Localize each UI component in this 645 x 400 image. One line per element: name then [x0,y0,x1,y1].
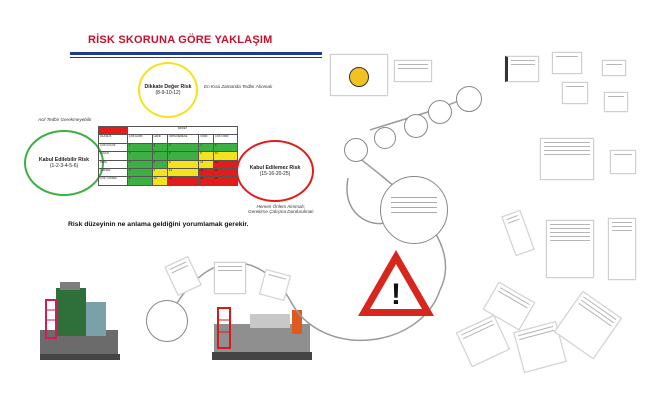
matrix-score-cell: 12 [168,168,199,176]
path-step-circle[interactable] [456,86,482,112]
matrix-score-cell: 25 [213,177,237,185]
matrix-score-cell: 2 [128,152,153,160]
doc-thumbnail[interactable] [505,56,539,82]
badge-icon [349,67,369,87]
yellow-oval-label: Dikkate Değer Risk [144,83,192,90]
matrix-score-cell: 2 [152,143,167,151]
matrix-column-header: ÇOK CİDDİ [213,135,237,143]
matrix-column-header: ÇOK HAFİF [128,135,153,143]
red-oval-range: (15-16-20-25) [259,171,291,178]
matrix-score-cell: 3 [128,160,153,168]
matrix-score-cell: 8 [199,152,214,160]
path-step-circle[interactable] [404,114,428,138]
matrix-column-header: CİDDİ [199,135,214,143]
matrix-row-header: YÜKSEK [99,168,128,176]
matrix-score-cell: 15 [168,177,199,185]
matrix-probability-header: OLASILIK [99,135,128,143]
matrix-score-cell: 5 [213,143,237,151]
matrix-score-cell: 16 [199,168,214,176]
doc-thumbnail[interactable] [608,218,636,280]
warning-triangle-icon [354,246,438,320]
doc-thumbnail[interactable] [562,82,588,104]
doc-thumbnail[interactable] [602,60,626,76]
matrix-score-cell: 12 [199,160,214,168]
slide-title: RİSK SKORUNA GÖRE YAKLAŞIM [88,34,273,46]
warning-exclamation: ! [391,278,401,311]
note-hemen: Hemen Önlem Alınmalı; Gerekirse Çalışma Durdurulmalı [248,204,314,214]
doc-thumbnail[interactable] [546,220,594,278]
doc-thumbnail[interactable] [552,52,582,74]
matrix-score-cell: 1 [128,143,153,151]
path-step-circle[interactable] [146,300,188,342]
matrix-severity-header: ŞİDDET [128,127,238,135]
path-step-circle[interactable] [428,100,452,124]
green-oval-label: Kabul Edilebilir Risk [38,156,90,163]
zoom-circle-frame[interactable] [380,176,448,244]
matrix-score-cell: 20 [213,168,237,176]
matrix-column-header: ORTA DERECE [168,135,199,143]
path-step-circle[interactable] [344,138,368,162]
matrix-score-cell: 9 [168,160,199,168]
matrix-score-cell: 3 [168,143,199,151]
matrix-row-header: ÇOK YÜKSEK [99,177,128,185]
matrix-score-cell: 4 [128,168,153,176]
matrix-row-header: ÇOK KÜÇÜK [99,143,128,151]
matrix-score-cell: 4 [152,152,167,160]
matrix-score-cell: 6 [168,152,199,160]
red-oval-label: Kabul Edilemez Risk [249,164,301,171]
footer-text: Risk düzeyinin ne anlama geldiğini yorumlamak gerekir. [68,221,249,228]
doc-thumbnail[interactable] [214,262,246,294]
matrix-score-cell: 8 [152,168,167,176]
matrix-score-cell: 5 [128,177,153,185]
note-en-kisa: En Kısa Zamanda Tedbir Alınmalı [204,84,273,89]
doc-thumbnail[interactable] [540,138,594,180]
matrix-row-header: ORTA [99,160,128,168]
doc-thumbnail-badge[interactable] [330,54,388,96]
path-step-circle[interactable] [374,127,396,149]
doc-thumbnail[interactable] [604,92,628,112]
matrix-score-cell: 10 [152,177,167,185]
matrix-score-cell: 4 [199,143,214,151]
note-acil: Acil Tedbir Gerekmeyebilir [38,117,92,122]
matrix-score-cell: 10 [213,152,237,160]
doc-thumbnail[interactable] [394,60,432,82]
matrix-score-cell: 20 [199,177,214,185]
green-oval-range: (1-2-3-4-5-6) [49,163,79,170]
matrix-row-header: KÜÇÜK [99,152,128,160]
matrix-score-cell: 15 [213,160,237,168]
yellow-oval-range: (8-9-10-12) [155,90,181,97]
doc-thumbnail[interactable] [610,150,636,174]
matrix-score-cell: 6 [152,160,167,168]
matrix-column-header: HAFİF [152,135,167,143]
